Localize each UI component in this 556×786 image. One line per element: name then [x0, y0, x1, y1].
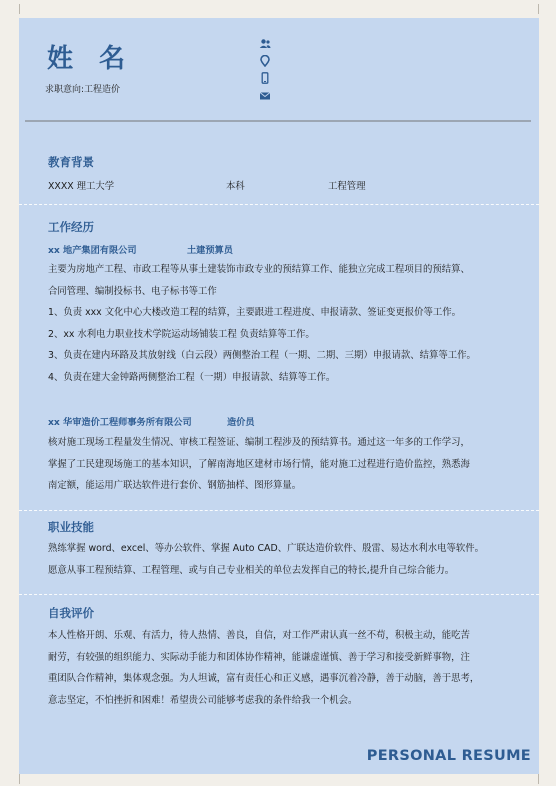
job-1-role: 土建预算员 — [187, 245, 233, 256]
job-2-role: 造价员 — [227, 417, 255, 428]
job-1-company: xx 地产集团有限公司 — [48, 245, 137, 256]
section-divider — [19, 594, 539, 595]
job-1-description — [48, 259, 518, 388]
job-1-item: 1、负责 xxx 文化中心大楼改造工程的结算，主要跟进工程进度、申报请款、签证变更报价等工作。 — [48, 307, 461, 318]
education-degree: 本科 — [226, 181, 245, 192]
crop-mark — [538, 4, 539, 14]
skills-line: 熟练掌握 word、excel、等办公软件、掌握 Auto CAD、广联达造价软件、殷雷、易达水利水电等软件。 — [48, 543, 484, 554]
self-eval-line: 重团队合作精神，集体观念强。为人坦诚，富有责任心和正义感，遇事沉着冷静，善于动脑，善于思考， — [48, 673, 480, 684]
job-2-summary-line: 南定额，能运用广联达软件进行套价、钢筋抽样、图形算量。 — [48, 480, 302, 491]
job-1-summary-line: 主要为房地产工程、市政工程等从事土建装饰市政专业的预结算工作、能独立完成工程项目的预结算、 — [48, 264, 470, 275]
crop-mark — [19, 4, 20, 14]
footer-title: PERSONAL RESUME — [366, 748, 531, 764]
skills-line: 愿意从事工程预结算、工程管理、或与自己专业相关的单位去发挥自己的特长,提升自己综合能力。 — [48, 564, 455, 576]
mail-icon — [259, 90, 271, 102]
self-eval-line: 意志坚定，不怕挫折和困难！希望贵公司能够考虑我的条件给我一个机会。 — [48, 694, 358, 706]
job-1-summary-line: 合同管理、编制投标书、电子标书等工作 — [48, 285, 217, 297]
self-eval-description — [48, 625, 518, 711]
section-divider — [19, 204, 539, 205]
self-eval-line: 本人性格开朗、乐观、有活力，待人热情、善良，自信，对工作严肃认真一丝不苟，积极主动，能吃苦 — [48, 630, 470, 641]
skills-description — [48, 538, 518, 581]
job-2-summary-line: 核对施工现场工程量发生情况、审核工程签证、编制工程涉及的预结算书。通过这一年多的工作学习， — [48, 437, 470, 448]
work-title: 工作经历 — [48, 220, 94, 234]
self-eval-title: 自我评价 — [48, 606, 94, 620]
user-icon — [259, 38, 271, 50]
section-divider — [19, 510, 539, 511]
job-2-summary-line: 掌握了工民建现场施工的基本知识，了解南海地区建材市场行情，能对施工过程进行造价监控，熟悉海 — [48, 458, 470, 470]
education-title: 教育背景 — [48, 155, 94, 169]
job-1-item: 3、负责在建内环路及其放射线（白云段）两侧整治工程（一期、二期、三期）申报请款、结算等工作。 — [48, 350, 476, 361]
header-divider — [25, 120, 531, 122]
candidate-name: 姓名 — [47, 44, 152, 74]
job-2-description — [48, 432, 518, 497]
phone-icon — [259, 72, 271, 84]
crop-mark — [19, 774, 20, 784]
crop-mark — [538, 774, 539, 784]
location-icon — [259, 55, 271, 67]
education-major: 工程管理 — [328, 181, 366, 192]
job-1-item: 4、负责在建大金钟路两侧整治工程（一期）申报请款、结算等工作。 — [48, 371, 336, 383]
job-2-company: xx 华审造价工程师事务所有限公司 — [48, 417, 192, 428]
resume-page — [19, 18, 539, 774]
job-1-item: 2、xx 水利电力职业技术学院运动场铺装工程 负责结算等工作。 — [48, 328, 315, 340]
education-school: XXXX 理工大学 — [48, 181, 115, 192]
job-intent: 求职意向:工程造价 — [45, 85, 121, 95]
skills-title: 职业技能 — [48, 520, 94, 534]
self-eval-line: 耐劳，有较强的组织能力、实际动手能力和团体协作精神，能谦虚谨慎、善于学习和接受新鲜事物，注 — [48, 651, 470, 663]
